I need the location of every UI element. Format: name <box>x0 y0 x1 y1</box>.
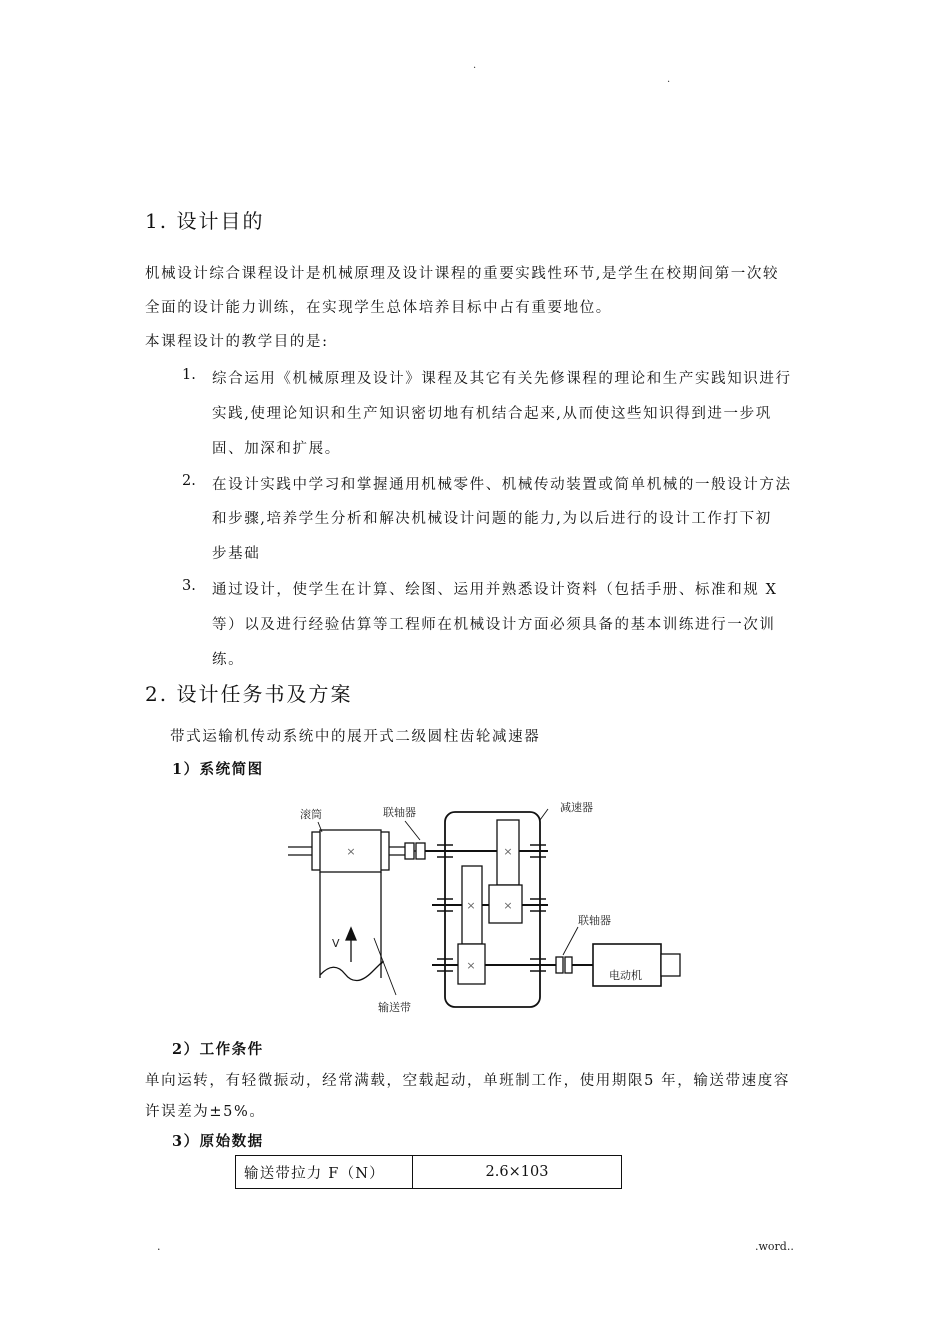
label-velocity: V <box>332 937 340 950</box>
header-dot-left: . <box>473 60 477 71</box>
reducer-leader-line <box>540 809 548 820</box>
aim-1-line-1: 综合运用《机械原理及设计》课程及其它有关先修课程的理论和生产实践知识进行 <box>212 371 792 387</box>
conveyor-belt <box>320 872 383 981</box>
aim-3-number: 3. <box>182 578 196 594</box>
label-reducer: 减速器 <box>560 801 593 814</box>
x-mark-drum: × <box>346 845 356 858</box>
transmission-system-diagram <box>280 795 690 1020</box>
aim-3-line-2: 等）以及进行经验估算等工程师在机械设计方面必须具备的基本训练进行一次训 <box>212 617 776 633</box>
aim-2-number: 2. <box>182 473 196 489</box>
task-description: 带式运输机传动系统中的展开式二级圆柱齿轮减速器 <box>170 729 541 745</box>
original-data-table <box>235 1155 622 1189</box>
footer-word: .word.. <box>755 1240 794 1253</box>
label-belt: 输送带 <box>378 1001 411 1014</box>
aims-lead: 本课程设计的教学目的是: <box>145 334 329 350</box>
aim-3-line-1: 通过设计，使学生在计算、绘图、运用并熟悉设计资料（包括手册、标准和规 X <box>212 582 778 598</box>
aim-2-line-1: 在设计实践中学习和掌握通用机械零件、机械传动装置或简单机械的一般设计方法 <box>212 477 792 493</box>
aim-3-line-3: 练。 <box>212 652 245 668</box>
intro-line-1: 机械设计综合课程设计是机械原理及设计课程的重要实践性环节,是学生在校期间第一次较 <box>145 266 780 282</box>
section1-title: 1. 设计目的 <box>145 209 265 233</box>
label-coupling-top: 联轴器 <box>383 806 416 819</box>
belt-tension-label: 输送带拉力 F（N） <box>236 1156 413 1189</box>
coupling-top <box>405 821 440 859</box>
intro-line-2: 全面的设计能力训练，在实现学生总体培养目标中占有重要地位。 <box>145 300 612 316</box>
motor-tail <box>661 954 680 976</box>
label-coupling-bottom: 联轴器 <box>578 914 611 927</box>
header-dot-right: . <box>667 74 671 85</box>
table-row <box>236 1156 622 1189</box>
subheading-working-conditions: 2）工作条件 <box>172 1041 264 1058</box>
label-motor: 电动机 <box>609 969 642 982</box>
aim-1-number: 1. <box>182 367 196 383</box>
aim-1-line-3: 固、加深和扩展。 <box>212 441 341 457</box>
x-mark-output-gear: × <box>503 845 513 858</box>
subheading-original-data: 3）原始数据 <box>172 1133 264 1150</box>
aim-2-line-3: 步基础 <box>212 546 261 562</box>
conditions-line-2: 许误差为±5%。 <box>145 1104 266 1120</box>
velocity-arrow <box>346 928 356 962</box>
aim-1-line-2: 实践,使理论知识和生产知识密切地有机结合起来,从而使这些知识得到进一步巩 <box>212 406 772 422</box>
section2-title: 2. 设计任务书及方案 <box>145 682 353 706</box>
x-mark-intermediate-small: × <box>466 899 476 912</box>
x-mark-input-gear: × <box>466 959 476 972</box>
x-mark-intermediate-large: × <box>503 899 513 912</box>
belt-tension-value: 2.6×103 <box>413 1156 622 1189</box>
conditions-line-1: 单向运转，有轻微振动，经常满载，空载起动，单班制工作，使用期限5 年，输送带速度容 <box>145 1073 790 1089</box>
coupling-bottom <box>556 927 593 973</box>
footer-dot: . <box>157 1240 161 1253</box>
label-drum: 滚筒 <box>300 808 322 821</box>
aim-2-line-2: 和步骤,培养学生分析和解决机械设计问题的能力,为以后进行的设计工作打下初 <box>212 511 772 527</box>
subheading-system-diagram: 1）系统简图 <box>172 761 264 778</box>
